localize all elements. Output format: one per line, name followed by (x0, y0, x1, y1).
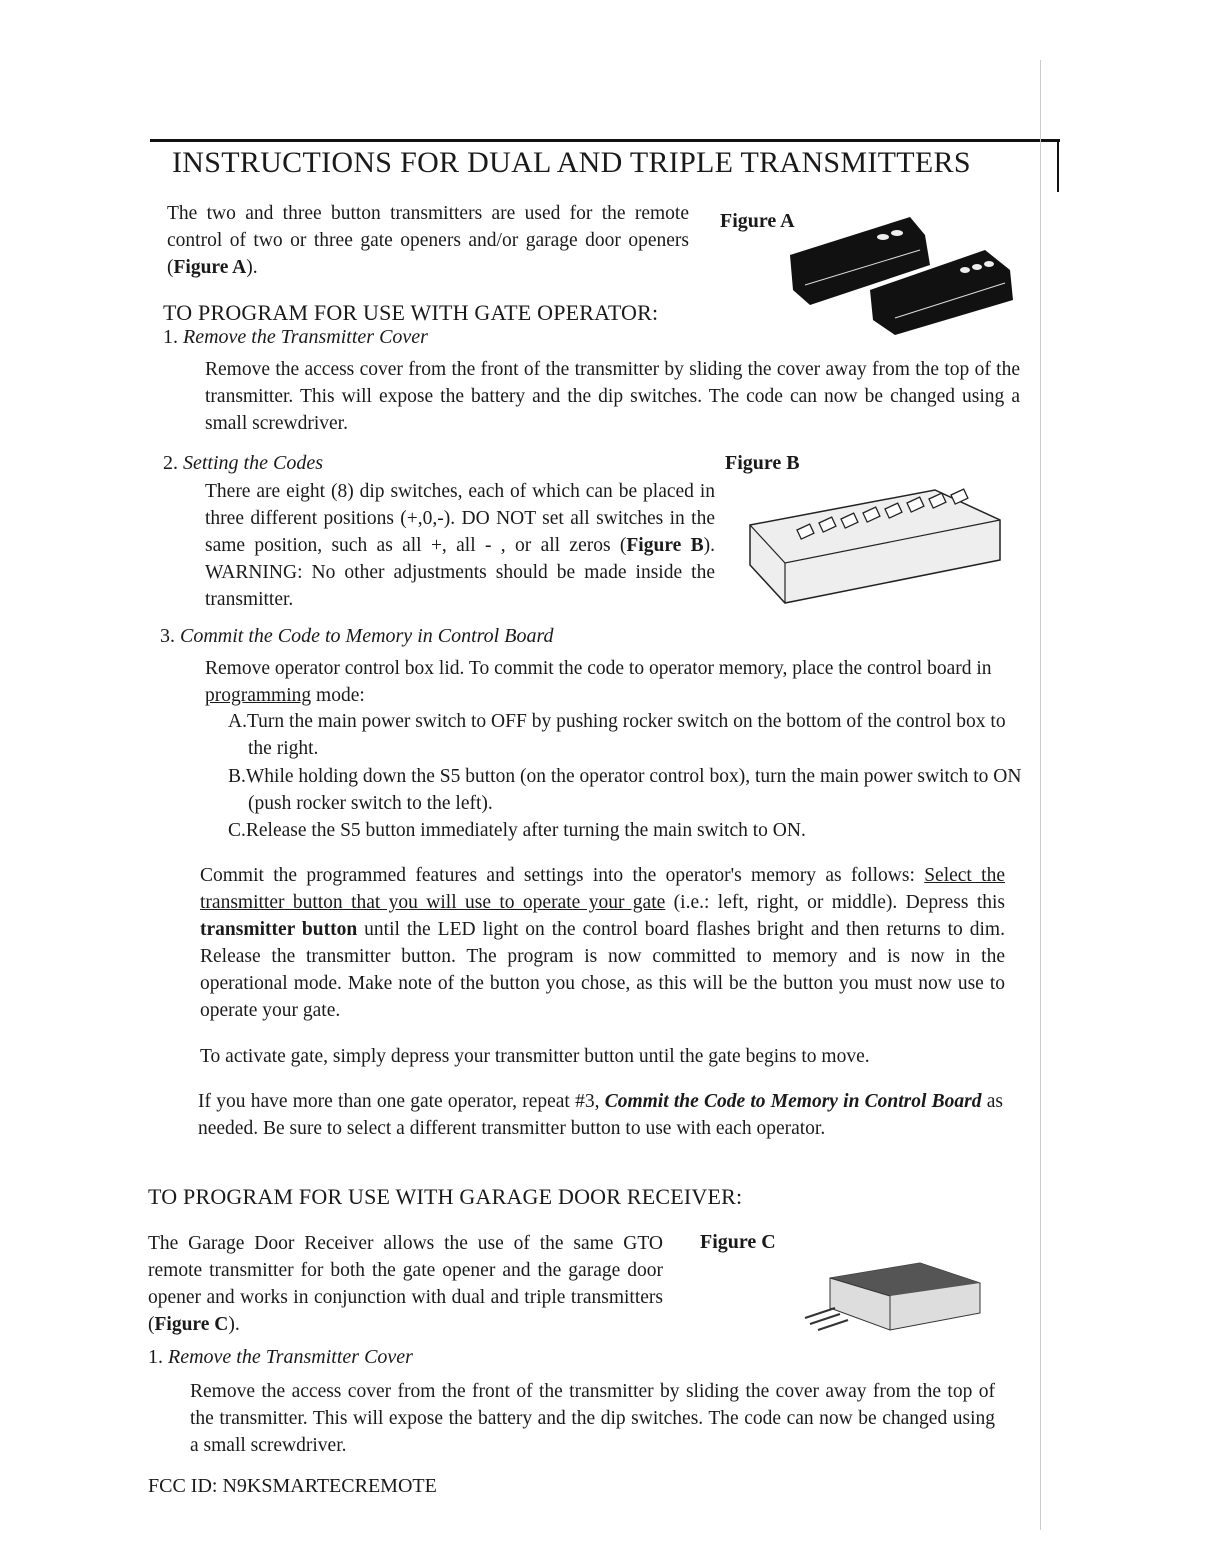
step-title: Commit the Code to Memory in Control Board (180, 625, 554, 647)
figure-c-ref: Figure C (154, 1314, 229, 1335)
gate-step2-text (205, 478, 715, 613)
figure-a-ref: Figure A (173, 257, 247, 278)
gate-section-heading: TO PROGRAM FOR USE WITH GATE OPERATOR: (163, 300, 659, 325)
step2-text: There are eight (8) dip switches, each of which can be placed in three different positions (+,0,-). DO NOT set all switches in the same position, such as all +, all - , or all zeros ( (205, 481, 715, 556)
figure-c-label: Figure C (700, 1231, 776, 1253)
garage-intro-end: ). (228, 1314, 240, 1335)
step3-text: Remove operator control box lid. To commit the code to operator memory, place the control board in (205, 658, 992, 679)
intro-text-end: ). (246, 257, 258, 278)
garage-step1-text: Remove the access cover from the front of the transmitter by sliding the cover away from the top of the transmitter. This will expose the battery and the dip switches. The code can now be changed using a small screwdriver. (190, 1381, 995, 1456)
intro-text: The two and three button transmitters are used for the remote control of two or three gate openers and/or garage door openers ( (167, 203, 689, 278)
figure-c-receiver-image (800, 1258, 1005, 1338)
gate-step1-text: Remove the access cover from the front of the transmitter by sliding the cover away from the top of the transmitter. This will expose the battery and the dip switches. The code can now be changed using a small screwdriver. (205, 359, 1020, 434)
step-title: Setting the Codes (183, 452, 323, 474)
multiple-text-end: as needed. Be sure to select a different transmitter button to use with each operator. (198, 1091, 1003, 1139)
programming-mode-term: programming (205, 685, 312, 706)
garage-intro-text: The Garage Door Receiver allows the use of the same GTO remote transmitter for both the gate opener and the garage door opener and works in conjunction with dual and triple transmitters ( (148, 1233, 663, 1335)
step-number: 1. (148, 1346, 163, 1368)
garage-intro-paragraph (148, 1230, 663, 1338)
figure-a-label: Figure A (720, 210, 795, 232)
fcc-id: FCC ID: N9KSMARTECREMOTE (148, 1475, 437, 1497)
gate-step3-title (160, 625, 554, 648)
step3-text-end: mode: (311, 685, 365, 706)
margin-line (1040, 60, 1041, 1530)
figure-b-dip-switch-image (745, 485, 1005, 610)
step-number: 3. (160, 625, 175, 647)
commit-bold: transmitter button (200, 919, 358, 940)
step-number: 2. (163, 452, 178, 474)
step-title: Remove the Transmitter Cover (183, 326, 428, 348)
figure-a-transmitters-image (785, 215, 1020, 335)
page-title: INSTRUCTIONS FOR DUAL AND TRIPLE TRANSMITTERS (172, 146, 971, 179)
commit-paragraph (200, 862, 1005, 1024)
multiple-operators-paragraph (198, 1088, 1003, 1142)
gate-step1-title (163, 326, 428, 349)
substep-a: A.Turn the main power switch to OFF by pushing rocker switch on the bottom of the control box to the right. (228, 711, 1006, 759)
commit-mid: (i.e.: left, right, or middle). Depress this (665, 892, 1005, 913)
right-rule (1057, 140, 1059, 192)
commit-rest: until the LED light on the control board flashes bright and then returns to dim. Release the transmitter button. The program is now committed to memory and is now in the operational mode. Make note of the button you chose, as this will be the button you must now use to operate your gate. (200, 919, 1005, 1021)
figure-b-ref: Figure B (626, 535, 704, 556)
multiple-ref: Commit the Code to Memory in Control Board (604, 1091, 982, 1112)
garage-step1-title (148, 1346, 413, 1369)
figure-b-label: Figure B (725, 452, 800, 474)
step2-text-end: ). WARNING: No other adjustments should be made inside the transmitter. (205, 535, 715, 610)
gate-step3-text (205, 655, 1015, 709)
gate-step2-title (163, 452, 323, 475)
step-title: Remove the Transmitter Cover (168, 1346, 413, 1368)
substep-b: B.While holding down the S5 button (on the operator control box), turn the main power switch to ON (push rocker switch to the left). (228, 766, 1022, 814)
commit-underlined: Select the transmitter button that you will use to operate your gate (200, 865, 1006, 913)
intro-paragraph (167, 200, 689, 281)
step-number: 1. (163, 326, 178, 348)
multiple-text: If you have more than one gate operator, repeat #3, (198, 1091, 605, 1112)
commit-intro: Commit the programmed features and settings into the operator's memory as follows: (200, 865, 925, 886)
garage-section-heading: TO PROGRAM FOR USE WITH GARAGE DOOR RECEIVER: (148, 1184, 743, 1209)
substep-c: C.Release the S5 button immediately after turning the main switch to ON. (228, 820, 806, 841)
top-rule (150, 139, 1060, 142)
activate-paragraph: To activate gate, simply depress your transmitter button until the gate begins to move. (200, 1046, 870, 1067)
